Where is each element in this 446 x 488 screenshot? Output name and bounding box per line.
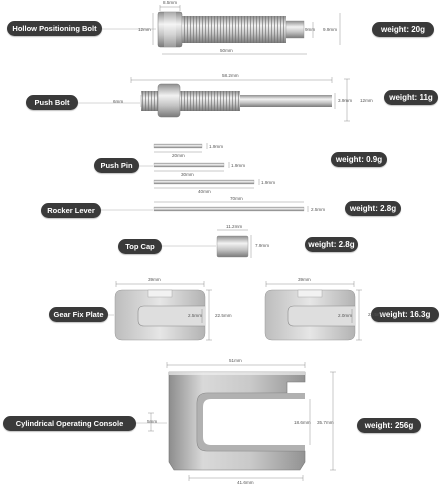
dim-bolt-tip: 9mm <box>305 27 316 32</box>
weight-top-cap: weight: 2.8g <box>305 237 358 252</box>
dim-bolt-length: 50mm <box>220 48 233 53</box>
dim-bolt-head-height: 12mm <box>138 27 151 32</box>
dim-plate-right-width: 39mm <box>298 277 311 282</box>
dim-push-bolt-length: 58.2mm <box>222 73 239 78</box>
weight-hollow-positioning-bolt: weight: 20g <box>372 22 434 37</box>
gear-fix-plate-right-drawing <box>265 281 362 340</box>
weight-cylindrical-operating-console: weight: 256g <box>357 418 421 433</box>
label-push-bolt: Push Bolt <box>26 95 78 110</box>
leader-lines <box>78 29 216 423</box>
dim-push-bolt-head: 12mm <box>360 98 373 103</box>
dim-plate-right-height: 22.5mm <box>368 312 385 317</box>
dim-cap-height: 7.9mm <box>255 243 270 248</box>
dim-plate-right-slot: 2.0mm <box>338 313 353 318</box>
dim-cap-width: 11.2mm <box>226 224 243 229</box>
dim-console-wall: 5mm <box>147 419 158 424</box>
push-bolt-drawing <box>131 77 353 121</box>
gear-fix-plate-left-drawing <box>115 281 212 340</box>
weight-rocker-lever: weight: 2.8g <box>345 201 401 216</box>
dim-plate-left-slot: 2.5mm <box>188 313 203 318</box>
top-cap-drawing <box>217 230 251 258</box>
weight-gear-fix-plate: weight: 16.3g <box>371 307 439 322</box>
dim-bolt-diameter: 9.9mm <box>323 27 338 32</box>
dim-pin-3-diameter: 1.9mm <box>261 180 276 185</box>
dim-push-bolt-shaft: 3.9mm <box>338 98 353 103</box>
dim-console-width: 51mm <box>229 358 242 363</box>
dim-bolt-head-width: 8.5mm <box>163 0 178 5</box>
rocker-lever-drawing <box>154 202 308 212</box>
weight-push-pin: weight: 0.9g <box>331 152 387 167</box>
dim-console-base: 41.6mm <box>237 480 254 485</box>
dim-pin-2-length: 30mm <box>181 172 194 177</box>
dim-console-height: 35.7mm <box>317 420 334 425</box>
label-hollow-positioning-bolt: Hollow Positioning Bolt <box>7 21 102 36</box>
dim-pin-3-length: 40mm <box>198 189 211 194</box>
dim-lever-length: 70mm <box>230 196 243 201</box>
dim-pin-2-diameter: 1.9mm <box>231 163 246 168</box>
dim-plate-left-width: 39mm <box>148 277 161 282</box>
label-cylindrical-operating-console: Cylindrical Operating Console <box>3 416 136 431</box>
dim-pin-1-diameter: 1.9mm <box>209 144 224 149</box>
label-gear-fix-plate: Gear Fix Plate <box>49 307 108 322</box>
weight-push-bolt: weight: 11g <box>384 90 438 105</box>
label-top-cap: Top Cap <box>118 239 162 254</box>
label-rocker-lever: Rocker Lever <box>41 203 101 218</box>
dim-pin-1-length: 20mm <box>172 153 185 158</box>
label-push-pin: Push Pin <box>94 158 139 173</box>
dim-console-slot-height: 18.6mm <box>294 420 311 425</box>
dim-plate-left-height: 22.5mm <box>215 313 232 318</box>
dim-push-bolt-end: 6mm <box>113 99 124 104</box>
dim-lever-diameter: 2.5mm <box>311 207 326 212</box>
